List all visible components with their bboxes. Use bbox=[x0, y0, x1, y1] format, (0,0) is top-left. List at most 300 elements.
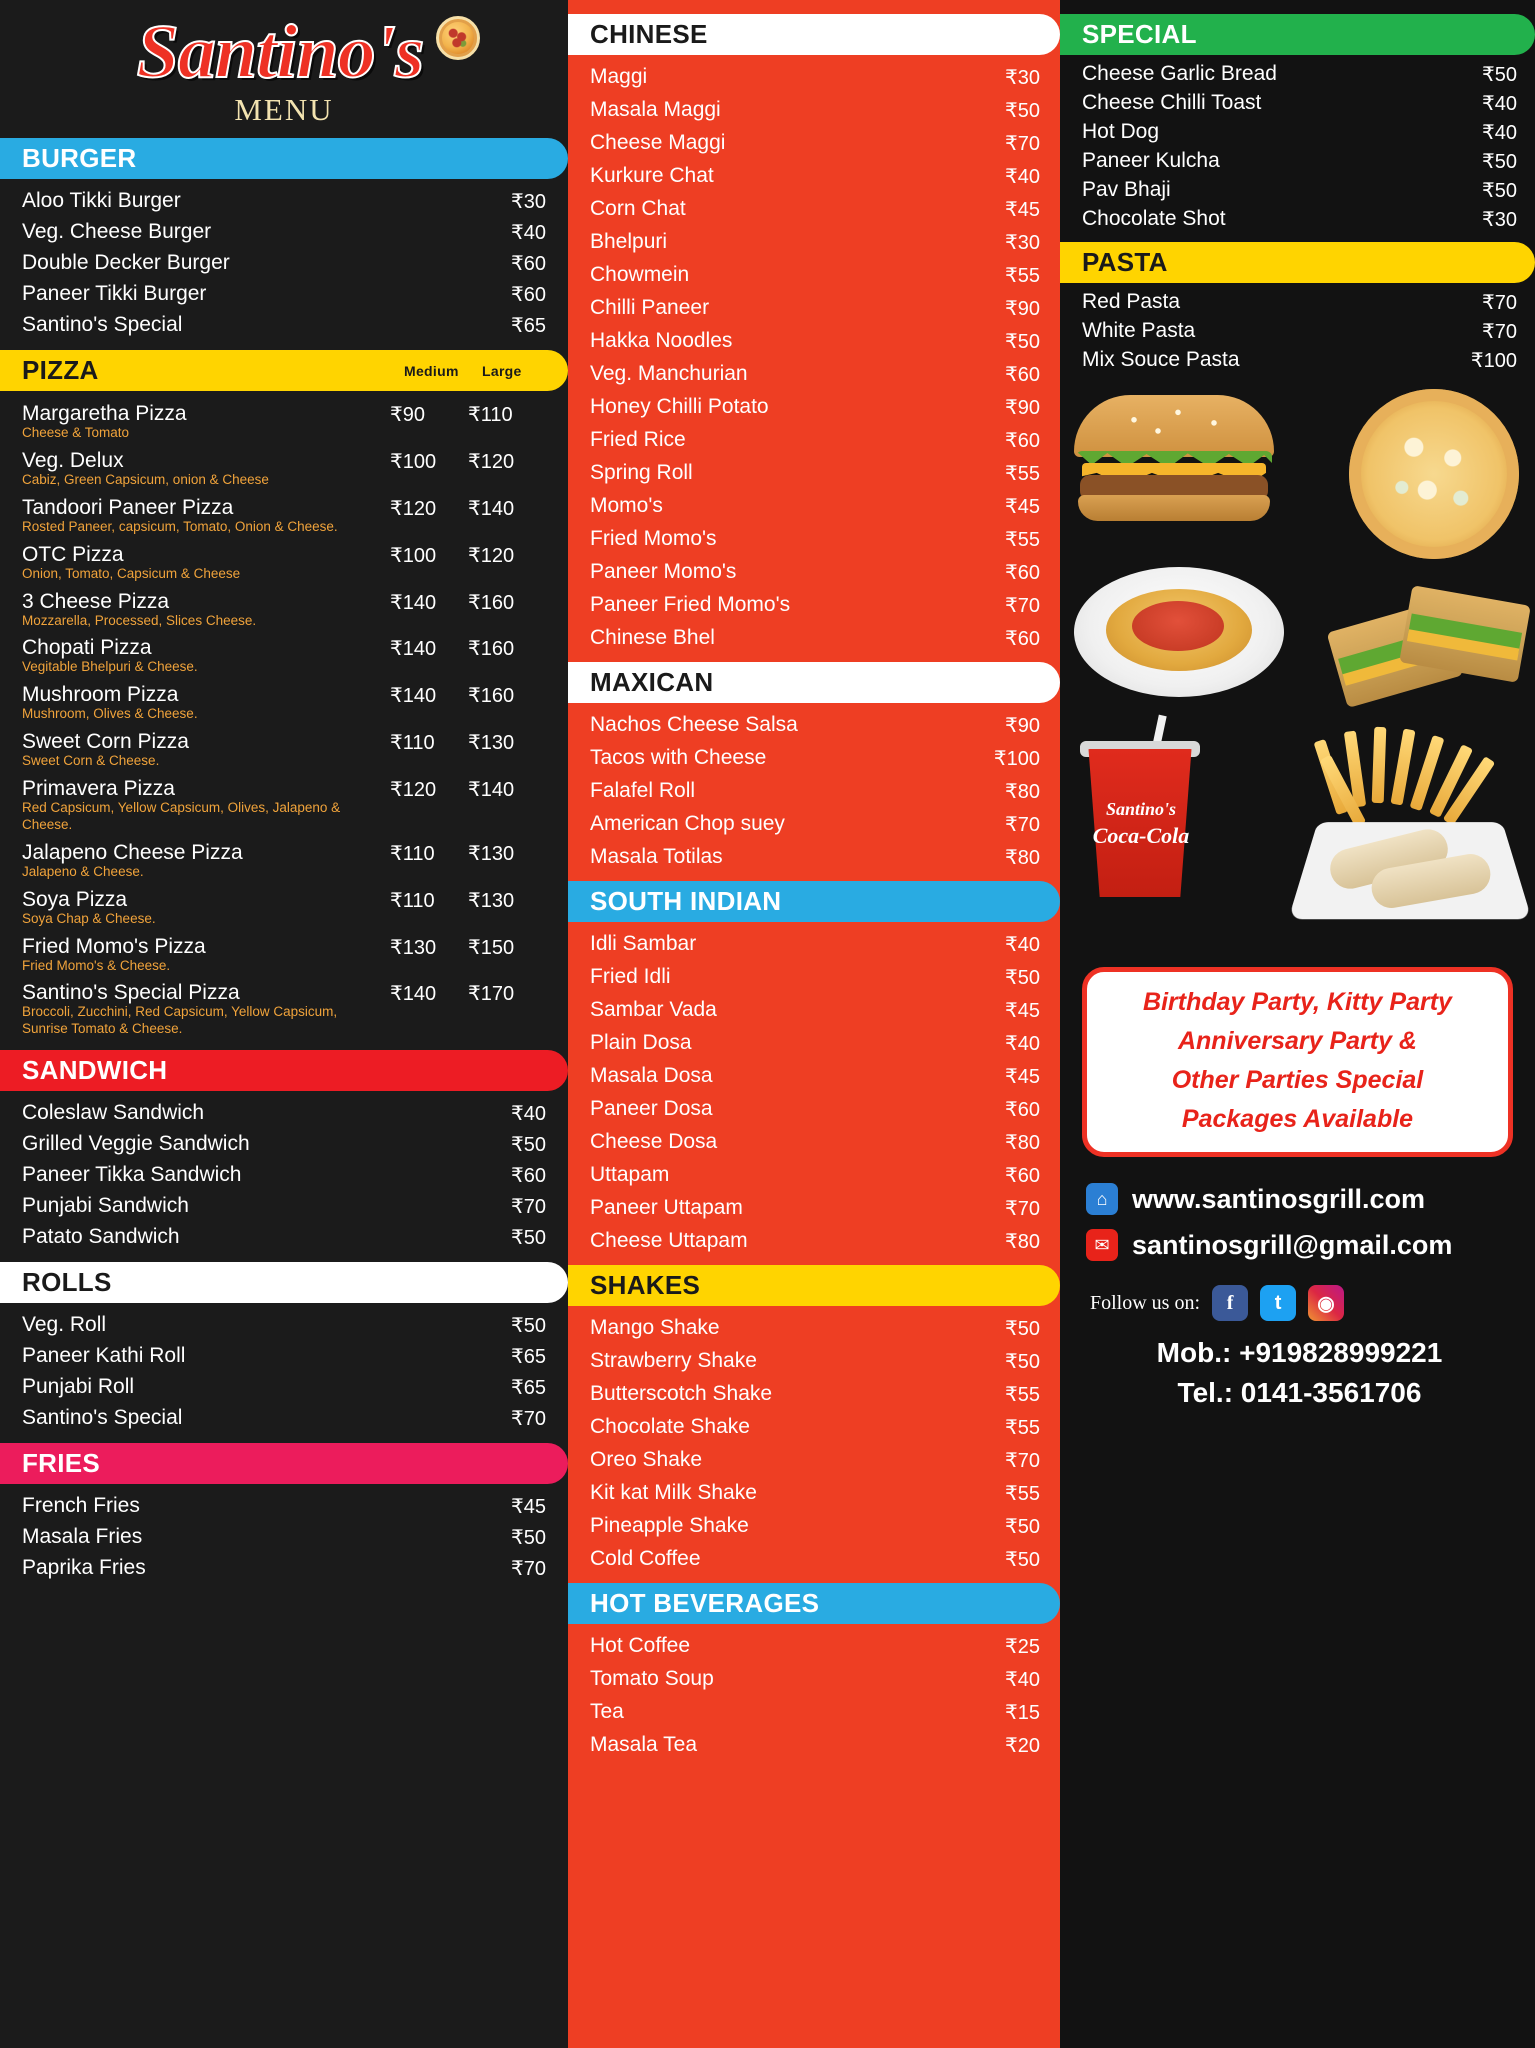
item-name: Mushroom Pizza bbox=[22, 683, 179, 707]
price-large: ₹140 bbox=[468, 779, 515, 801]
cup-cola-text: Coca-Cola bbox=[1092, 823, 1190, 848]
list-item bbox=[1082, 176, 1517, 205]
item-name: Santino's Special bbox=[22, 1406, 183, 1430]
section-title-shakes: SHAKES bbox=[590, 1270, 701, 1300]
item-name: Hot Coffee bbox=[590, 1634, 691, 1657]
list-item bbox=[22, 1371, 546, 1402]
party-promo-box bbox=[1082, 967, 1513, 1157]
list-item bbox=[22, 1128, 546, 1159]
table-row bbox=[22, 397, 546, 427]
item-name: Fried Idli bbox=[590, 965, 671, 988]
list-item bbox=[590, 258, 1040, 291]
item-price: ₹45 bbox=[1005, 1066, 1040, 1088]
list-item bbox=[590, 1092, 1040, 1125]
social-row bbox=[1086, 1275, 1513, 1321]
item-price: ₹65 bbox=[511, 1377, 546, 1400]
price-medium: ₹110 bbox=[390, 889, 435, 912]
item-name: Cheese Garlic Bread bbox=[1082, 62, 1277, 85]
promo-line-3: Other Parties Special bbox=[1171, 1066, 1424, 1094]
section-header-chinese bbox=[568, 14, 1060, 55]
item-description: Sweet Corn & Cheese. bbox=[22, 753, 160, 769]
section-title-rolls: ROLLS bbox=[22, 1267, 112, 1298]
price-large: ₹170 bbox=[468, 983, 515, 1006]
list-item bbox=[590, 225, 1040, 258]
section-header-pasta bbox=[1060, 242, 1535, 283]
table-row bbox=[22, 678, 546, 708]
section-title-sandwich: SANDWICH bbox=[22, 1055, 168, 1086]
home-icon: ⌂ bbox=[1086, 1183, 1118, 1215]
section-title-pasta: PASTA bbox=[1082, 247, 1168, 277]
list-item bbox=[590, 489, 1040, 522]
list-item bbox=[590, 840, 1040, 873]
email-text: santinosgrill@gmail.com bbox=[1132, 1229, 1453, 1260]
item-price: ₹45 bbox=[511, 1496, 546, 1519]
section-header-rolls bbox=[0, 1262, 568, 1303]
list-item bbox=[590, 588, 1040, 621]
item-price: ₹30 bbox=[1005, 67, 1040, 89]
item-price: ₹50 bbox=[1005, 967, 1040, 989]
list-item bbox=[22, 1221, 546, 1252]
item-price: ₹50 bbox=[1482, 151, 1517, 173]
list-item bbox=[590, 60, 1040, 93]
middle-column bbox=[568, 0, 1060, 2048]
item-name: Fried Momo's bbox=[590, 527, 717, 550]
item-name: Chilli Paneer bbox=[590, 296, 710, 319]
pasta-items bbox=[1060, 283, 1535, 383]
list-item bbox=[22, 278, 546, 309]
list-item bbox=[22, 1097, 546, 1128]
burger-items bbox=[0, 179, 568, 350]
mail-icon: ✉ bbox=[1086, 1229, 1118, 1261]
list-item bbox=[590, 1311, 1040, 1344]
item-name: Cold Coffee bbox=[590, 1547, 701, 1570]
item-price: ₹90 bbox=[1005, 715, 1040, 737]
section-header-special bbox=[1060, 14, 1535, 55]
item-name: Paneer Kulcha bbox=[1082, 149, 1220, 172]
list-item bbox=[590, 1224, 1040, 1257]
item-name: Chopati Pizza bbox=[22, 636, 152, 660]
item-price: ₹50 bbox=[1005, 331, 1040, 353]
list-item bbox=[590, 555, 1040, 588]
list-item bbox=[590, 1542, 1040, 1575]
item-price: ₹50 bbox=[511, 1527, 546, 1550]
item-price: ₹70 bbox=[511, 1196, 546, 1219]
item-price: ₹50 bbox=[1005, 1549, 1040, 1571]
list-item bbox=[590, 1695, 1040, 1728]
list-item bbox=[22, 1309, 546, 1340]
list-item bbox=[22, 1190, 546, 1221]
website-row[interactable] bbox=[1086, 1183, 1513, 1215]
item-name: Fried Momo's Pizza bbox=[22, 934, 206, 958]
item-name: Cheese Maggi bbox=[590, 131, 726, 154]
list-item bbox=[590, 927, 1040, 960]
item-price: ₹40 bbox=[1005, 166, 1040, 188]
list-item bbox=[590, 1125, 1040, 1158]
item-name: Coleslaw Sandwich bbox=[22, 1101, 205, 1125]
list-item bbox=[590, 621, 1040, 654]
item-price: ₹40 bbox=[1005, 1669, 1040, 1691]
website-text: www.santinosgrill.com bbox=[1132, 1183, 1426, 1214]
item-price: ₹40 bbox=[1482, 122, 1517, 144]
item-price: ₹80 bbox=[1005, 1231, 1040, 1253]
item-name: Cheese Uttapam bbox=[590, 1229, 748, 1252]
shakes-items bbox=[568, 1306, 1060, 1583]
item-name: Strawberry Shake bbox=[590, 1349, 757, 1372]
table-row bbox=[22, 930, 546, 960]
item-name: Margaretha Pizza bbox=[22, 402, 187, 425]
item-price: ₹60 bbox=[1005, 562, 1040, 584]
item-price: ₹50 bbox=[511, 1134, 546, 1157]
item-price: ₹65 bbox=[511, 1346, 546, 1369]
price-medium: ₹100 bbox=[390, 544, 437, 567]
section-title-maxican: MAXICAN bbox=[590, 667, 714, 697]
item-price: ₹25 bbox=[1005, 1636, 1040, 1658]
table-row bbox=[22, 538, 546, 568]
item-price: ₹70 bbox=[1005, 1198, 1040, 1220]
list-item bbox=[22, 1552, 546, 1583]
price-large: ₹130 bbox=[468, 842, 515, 865]
item-price: ₹30 bbox=[1482, 209, 1517, 231]
item-name: Veg. Manchurian bbox=[590, 362, 748, 385]
item-name: Tomato Soup bbox=[590, 1667, 714, 1690]
item-price: ₹70 bbox=[1482, 292, 1517, 314]
section-header-burger bbox=[0, 138, 568, 179]
list-item bbox=[590, 1629, 1040, 1662]
item-name: Plain Dosa bbox=[590, 1031, 692, 1054]
special-items bbox=[1060, 55, 1535, 242]
item-name: Chowmein bbox=[590, 263, 690, 286]
item-price: ₹60 bbox=[1005, 430, 1040, 452]
item-description: Soya Chap & Cheese. bbox=[22, 910, 156, 926]
list-item bbox=[590, 1059, 1040, 1092]
item-price: ₹55 bbox=[1005, 463, 1040, 485]
item-name: Chinese Bhel bbox=[590, 626, 715, 649]
phone-block bbox=[1060, 1321, 1535, 1409]
item-description: Mushroom, Olives & Cheese. bbox=[22, 706, 198, 722]
list-item bbox=[590, 423, 1040, 456]
item-price: ₹60 bbox=[1005, 364, 1040, 386]
item-name: White Pasta bbox=[1082, 319, 1196, 342]
section-title-hot-beverages: HOT BEVERAGES bbox=[590, 1588, 820, 1618]
list-item bbox=[590, 357, 1040, 390]
item-price: ₹90 bbox=[1005, 298, 1040, 320]
item-price: ₹60 bbox=[511, 1165, 546, 1188]
list-item bbox=[590, 1476, 1040, 1509]
item-name: OTC Pizza bbox=[22, 542, 124, 566]
item-name: Soya Pizza bbox=[22, 887, 128, 911]
item-name: Cheese Dosa bbox=[590, 1130, 718, 1153]
item-price: ₹80 bbox=[1005, 781, 1040, 803]
item-price: ₹50 bbox=[1005, 1318, 1040, 1340]
item-name: 3 Cheese Pizza bbox=[22, 589, 170, 613]
food-photos bbox=[1060, 389, 1535, 949]
price-large: ₹160 bbox=[468, 591, 515, 614]
list-item bbox=[590, 1410, 1040, 1443]
item-name: Spring Roll bbox=[590, 461, 693, 484]
item-price: ₹70 bbox=[1482, 321, 1517, 343]
item-price: ₹40 bbox=[1005, 1033, 1040, 1055]
item-name: Maggi bbox=[590, 65, 648, 88]
list-item bbox=[1082, 89, 1517, 118]
table-row bbox=[22, 836, 546, 866]
item-name: Tacos with Cheese bbox=[590, 746, 767, 769]
item-price: ₹40 bbox=[1005, 934, 1040, 956]
item-name: Primavera Pizza bbox=[22, 777, 175, 800]
item-description: Rosted Paneer, capsicum, Tomato, Onion & Cheese. bbox=[22, 518, 338, 534]
price-large: ₹130 bbox=[468, 732, 515, 755]
telephone-number: Tel.: 0141-3561706 bbox=[1177, 1377, 1422, 1408]
hot-beverages-items bbox=[568, 1624, 1060, 1769]
section-header-shakes bbox=[568, 1265, 1060, 1306]
item-name: Masala Maggi bbox=[590, 98, 721, 121]
item-name: Hakka Noodles bbox=[590, 329, 733, 352]
burger-photo bbox=[1074, 395, 1274, 520]
table-row bbox=[22, 491, 546, 521]
item-name: Punjabi Sandwich bbox=[22, 1194, 189, 1218]
item-name: Honey Chilli Potato bbox=[590, 395, 769, 418]
item-name: Mix Souce Pasta bbox=[1082, 348, 1240, 371]
list-item bbox=[590, 159, 1040, 192]
pizza-icon bbox=[436, 16, 480, 60]
item-price: ₹15 bbox=[1005, 1702, 1040, 1724]
south-indian-items bbox=[568, 922, 1060, 1265]
size-large-label: Large bbox=[482, 362, 522, 379]
section-title-south-indian: SOUTH INDIAN bbox=[590, 886, 782, 916]
follow-label: Follow us on: bbox=[1090, 1291, 1201, 1314]
item-name: Masala Tea bbox=[590, 1733, 698, 1756]
price-medium: ₹120 bbox=[390, 497, 437, 520]
item-name: Veg. Delux bbox=[22, 448, 124, 472]
item-name: Veg. Cheese Burger bbox=[22, 220, 212, 243]
item-description: Cabiz, Green Capsicum, onion & Cheese bbox=[22, 471, 269, 487]
table-row bbox=[22, 976, 546, 1006]
item-price: ₹100 bbox=[993, 748, 1040, 770]
list-item bbox=[590, 1344, 1040, 1377]
item-name: Tandoori Paneer Pizza bbox=[22, 495, 234, 519]
list-item bbox=[590, 291, 1040, 324]
size-medium-label: Medium bbox=[404, 362, 459, 379]
list-item bbox=[590, 1728, 1040, 1761]
item-price: ₹55 bbox=[1005, 1384, 1040, 1406]
item-price: ₹60 bbox=[511, 284, 546, 306]
item-description: Fried Momo's & Cheese. bbox=[22, 957, 171, 973]
item-name: Mango Shake bbox=[590, 1316, 720, 1339]
item-description: Broccoli, Zucchini, Red Capsicum, Yellow Capsicum, Sunrise Tomato & Cheese. bbox=[22, 1004, 338, 1037]
item-name: Aloo Tikki Burger bbox=[22, 189, 181, 212]
list-item bbox=[590, 993, 1040, 1026]
item-name: Masala Fries bbox=[22, 1525, 143, 1549]
brand-name: Santino's bbox=[136, 10, 424, 94]
item-price: ₹70 bbox=[1005, 595, 1040, 617]
left-column bbox=[0, 0, 568, 2048]
promo-line-2: Anniversary Party & bbox=[1177, 1027, 1417, 1055]
item-name: Sambar Vada bbox=[590, 998, 717, 1021]
price-medium: ₹140 bbox=[390, 983, 437, 1006]
list-item bbox=[22, 216, 546, 247]
price-medium: ₹100 bbox=[390, 450, 437, 473]
item-name: Kit kat Milk Shake bbox=[590, 1481, 757, 1504]
item-name: Pav Bhaji bbox=[1082, 178, 1171, 201]
twitter-icon[interactable]: t bbox=[1260, 1285, 1296, 1321]
item-price: ₹55 bbox=[1005, 265, 1040, 287]
list-item bbox=[590, 807, 1040, 840]
item-price: ₹55 bbox=[1005, 1483, 1040, 1505]
item-name: Idli Sambar bbox=[590, 932, 697, 955]
section-header-south-indian bbox=[568, 881, 1060, 922]
list-item bbox=[22, 1340, 546, 1371]
item-name: American Chop suey bbox=[590, 812, 785, 835]
item-price: ₹55 bbox=[1005, 1417, 1040, 1439]
item-name: Paneer Tikka Sandwich bbox=[22, 1163, 242, 1187]
list-item bbox=[1082, 118, 1517, 147]
pasta-photo bbox=[1074, 567, 1284, 697]
item-name: Cheese Chilli Toast bbox=[1082, 91, 1262, 114]
item-name: Uttapam bbox=[590, 1163, 670, 1186]
item-name: Jalapeno Cheese Pizza bbox=[22, 840, 243, 864]
item-price: ₹45 bbox=[1005, 199, 1040, 221]
table-row bbox=[22, 883, 546, 913]
item-name: Momo's bbox=[590, 494, 663, 517]
maxican-items bbox=[568, 703, 1060, 881]
item-name: Nachos Cheese Salsa bbox=[590, 713, 798, 736]
section-title-pizza: PIZZA bbox=[22, 355, 99, 385]
item-price: ₹40 bbox=[511, 1103, 546, 1126]
brand-logo bbox=[0, 0, 568, 128]
price-large: ₹140 bbox=[468, 497, 515, 520]
item-name: Paneer Dosa bbox=[590, 1097, 713, 1120]
price-medium: ₹110 bbox=[390, 732, 435, 755]
table-row bbox=[22, 725, 546, 755]
section-header-hot-beverages bbox=[568, 1583, 1060, 1624]
item-name: Punjabi Roll bbox=[22, 1375, 135, 1399]
item-price: ₹70 bbox=[511, 1558, 546, 1581]
list-item bbox=[1082, 288, 1517, 317]
list-item bbox=[590, 708, 1040, 741]
list-item bbox=[1082, 346, 1517, 375]
item-price: ₹90 bbox=[1005, 397, 1040, 419]
item-price: ₹40 bbox=[511, 222, 546, 244]
item-price: ₹70 bbox=[511, 1408, 546, 1431]
list-item bbox=[590, 456, 1040, 489]
right-column bbox=[1060, 0, 1535, 2048]
item-price: ₹65 bbox=[511, 315, 546, 337]
wraps-photo bbox=[1305, 809, 1515, 919]
list-item bbox=[22, 1521, 546, 1552]
list-item bbox=[590, 1191, 1040, 1224]
item-name: Paneer Uttapam bbox=[590, 1196, 743, 1219]
table-row bbox=[22, 772, 546, 802]
price-large: ₹150 bbox=[468, 936, 515, 959]
item-name: Corn Chat bbox=[590, 197, 686, 220]
chinese-items bbox=[568, 55, 1060, 662]
price-medium: ₹110 bbox=[390, 842, 435, 865]
table-row bbox=[22, 585, 546, 615]
section-header-maxican bbox=[568, 662, 1060, 703]
item-name: Masala Dosa bbox=[590, 1064, 713, 1087]
price-medium: ₹140 bbox=[390, 591, 437, 614]
item-name: Red Pasta bbox=[1082, 290, 1181, 313]
email-row[interactable] bbox=[1086, 1229, 1513, 1261]
item-name: Hot Dog bbox=[1082, 120, 1160, 143]
item-price: ₹50 bbox=[1482, 180, 1517, 202]
item-price: ₹50 bbox=[1005, 100, 1040, 122]
price-medium: ₹140 bbox=[390, 685, 437, 708]
table-row bbox=[22, 631, 546, 661]
section-title-chinese: CHINESE bbox=[590, 19, 708, 49]
item-name: Fried Rice bbox=[590, 428, 686, 451]
item-name: Sweet Corn Pizza bbox=[22, 730, 189, 754]
facebook-icon[interactable]: f bbox=[1212, 1285, 1248, 1321]
list-item bbox=[590, 1377, 1040, 1410]
item-name: French Fries bbox=[22, 1494, 140, 1518]
list-item bbox=[22, 185, 546, 216]
item-price: ₹50 bbox=[511, 1227, 546, 1250]
item-name: Double Decker Burger bbox=[22, 251, 230, 274]
item-name: Grilled Veggie Sandwich bbox=[22, 1132, 250, 1156]
item-price: ₹45 bbox=[1005, 496, 1040, 518]
list-item bbox=[590, 774, 1040, 807]
list-item bbox=[1082, 317, 1517, 346]
list-item bbox=[590, 1026, 1040, 1059]
item-price: ₹60 bbox=[1005, 1099, 1040, 1121]
table-row bbox=[22, 444, 546, 474]
item-name: Paneer Kathi Roll bbox=[22, 1344, 186, 1368]
cold-drink-photo bbox=[1076, 719, 1206, 899]
list-item bbox=[22, 1159, 546, 1190]
item-name: Santino's Special Pizza bbox=[22, 981, 240, 1005]
item-price: ₹80 bbox=[1005, 847, 1040, 869]
item-description: Onion, Tomato, Capsicum & Cheese bbox=[22, 565, 241, 581]
price-large: ₹120 bbox=[468, 450, 515, 473]
item-name: Veg. Roll bbox=[22, 1313, 107, 1337]
list-item bbox=[590, 741, 1040, 774]
pizza-items bbox=[0, 391, 568, 1050]
item-price: ₹100 bbox=[1470, 350, 1517, 372]
item-description: Jalapeno & Cheese. bbox=[22, 863, 144, 879]
instagram-icon[interactable]: ◉ bbox=[1308, 1285, 1344, 1321]
item-price: ₹70 bbox=[1005, 133, 1040, 155]
item-price: ₹50 bbox=[1005, 1351, 1040, 1373]
price-large: ₹110 bbox=[468, 404, 513, 426]
promo-line-4: Packages Available bbox=[1181, 1105, 1414, 1133]
list-item bbox=[1082, 60, 1517, 89]
item-name: Oreo Shake bbox=[590, 1448, 703, 1471]
list-item bbox=[590, 324, 1040, 357]
list-item bbox=[590, 1509, 1040, 1542]
section-header-pizza bbox=[0, 350, 568, 391]
price-large: ₹160 bbox=[468, 638, 515, 661]
cup-brand-text: Santino's bbox=[1105, 799, 1177, 819]
item-name: Paneer Tikki Burger bbox=[22, 282, 207, 305]
item-price: ₹45 bbox=[1005, 1000, 1040, 1022]
item-price: ₹60 bbox=[511, 253, 546, 275]
item-price: ₹70 bbox=[1005, 1450, 1040, 1472]
item-price: ₹50 bbox=[1482, 64, 1517, 86]
item-name: Paprika Fries bbox=[22, 1556, 146, 1580]
item-name: Masala Totilas bbox=[590, 845, 723, 868]
item-description: Vegitable Bhelpuri & Cheese. bbox=[22, 659, 198, 675]
list-item bbox=[590, 1443, 1040, 1476]
list-item bbox=[1082, 205, 1517, 234]
item-name: Patato Sandwich bbox=[22, 1225, 180, 1249]
list-item bbox=[590, 960, 1040, 993]
section-header-sandwich bbox=[0, 1050, 568, 1091]
item-price: ₹55 bbox=[1005, 529, 1040, 551]
rolls-items bbox=[0, 1303, 568, 1443]
item-price: ₹50 bbox=[1005, 1516, 1040, 1538]
sandwich-photo bbox=[1335, 585, 1525, 705]
price-medium: ₹90 bbox=[390, 404, 425, 426]
